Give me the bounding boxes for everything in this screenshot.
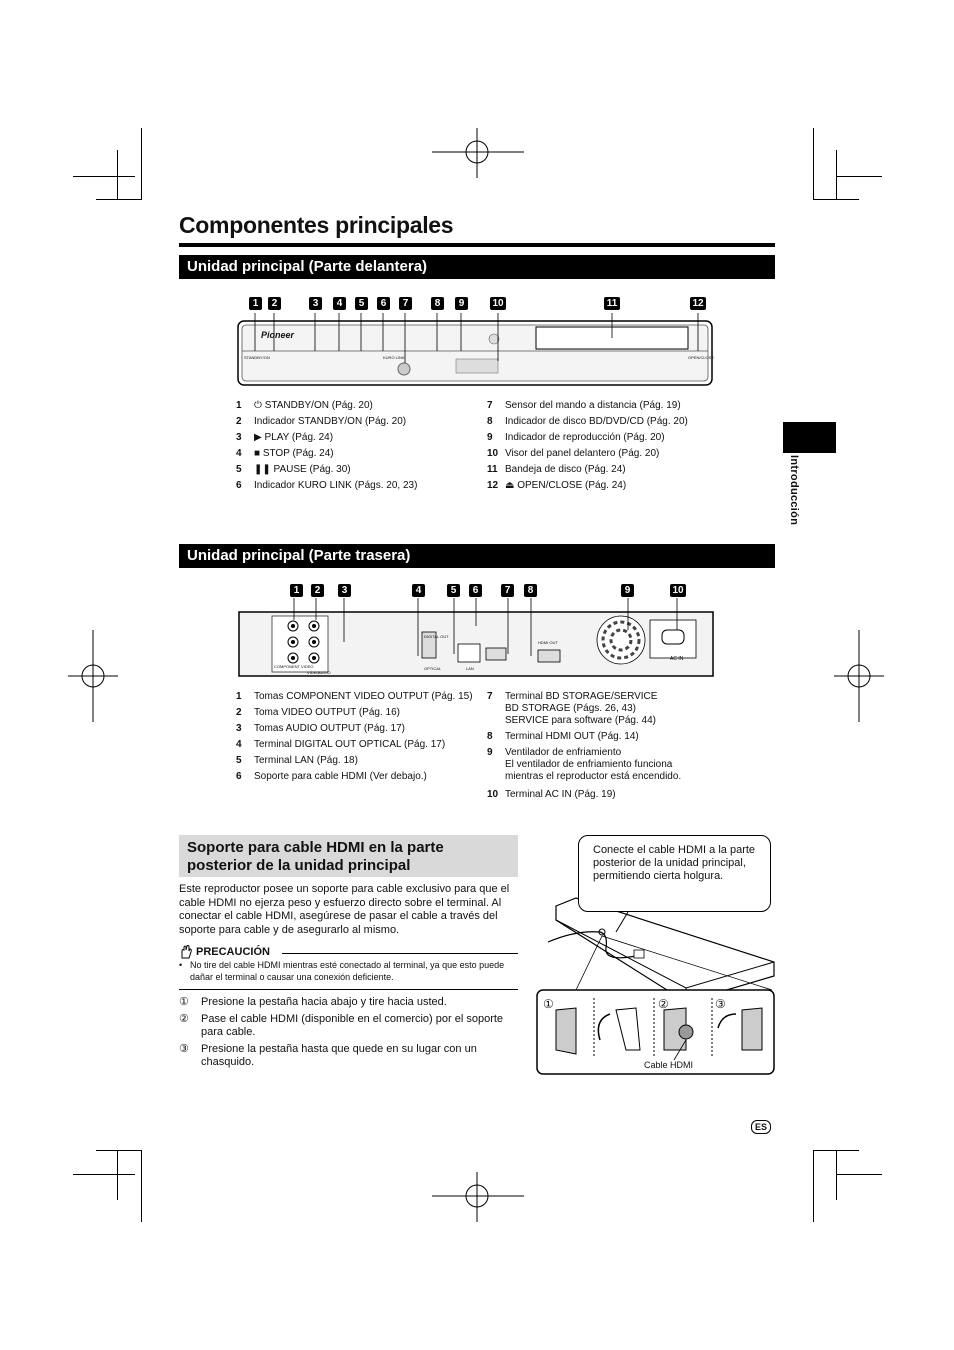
caution-text (179, 960, 519, 983)
crop-mark (141, 128, 142, 200)
caution-title: PRECAUCIÓN (196, 946, 270, 958)
badge: 1 (249, 297, 262, 310)
legend-item: 4 ■ STOP (Pág. 24) (236, 448, 334, 459)
badge: 2 (268, 297, 281, 310)
badge: 10 (490, 297, 506, 310)
audio-label: AUDIO (318, 670, 331, 675)
crop-mark (117, 1150, 118, 1200)
rear-legend-left (236, 691, 476, 787)
cable-label: Cable HDMI (644, 1060, 694, 1070)
openclose-label: OPEN/CLOSE (688, 355, 715, 360)
title-rule (179, 243, 775, 247)
badge: 12 (690, 297, 706, 310)
legend-item: 1 Tomas COMPONENT VIDEO OUTPUT (Pág. 15) (236, 691, 473, 702)
crop-mark (96, 1150, 142, 1151)
badge: 11 (604, 297, 620, 310)
legend-item: 9 Ventilador de enfriamiento El ventilador de enfriamiento funciona mientras el reproductor está encendido. (487, 747, 682, 782)
badge: 1 (290, 584, 303, 597)
step-item: ① Presione la pestaña hacia abajo y tire hacia usted. (179, 996, 447, 1008)
legend-item: 6 Indicador KURO LINK (Págs. 20, 23) (236, 480, 418, 491)
badge: 5 (447, 584, 460, 597)
crop-mark (836, 150, 837, 200)
page-title: Componentes principales (179, 212, 454, 238)
step-item: ② Pase el cable HDMI (disponible en el comercio) por el soporte para cable. (179, 1012, 504, 1038)
badge: 2 (311, 584, 324, 597)
crop-mark (117, 150, 118, 200)
legend-item: 9 Indicador de reproducción (Pág. 20) (487, 432, 665, 443)
section-tab (783, 422, 836, 453)
front-legend-right (487, 398, 727, 494)
hdmi-body: Este reproductor posee un soporte para cable exclusivo para que el cable HDMI no ejerza peso y esfuerzo directo sobre el terminal. Al conectar el cable HDMI, asegúrese de pasar el cable a través del soporte para cable y de asegurarlo al mismo. (179, 883, 510, 936)
crop-mark (813, 1150, 814, 1222)
legend-item: 5 Terminal LAN (Pág. 18) (236, 755, 358, 766)
badge: 5 (355, 297, 368, 310)
hdmi-steps (179, 996, 519, 1073)
step-mark: ② (658, 997, 669, 1011)
rear-legend-right (487, 691, 737, 805)
hdmi-callout: Conecte el cable HDMI a la parte posterior de la unidad principal, permitiendo cierta holgura. (578, 835, 771, 912)
badge: 6 (377, 297, 390, 310)
crop-mark (836, 176, 882, 177)
badge: 7 (501, 584, 514, 597)
video-label: VIDEO (307, 670, 320, 675)
badge: 3 (338, 584, 351, 597)
badge: 4 (333, 297, 346, 310)
hdmi-illustration (536, 890, 776, 1080)
badge: 9 (455, 297, 468, 310)
badge: 3 (309, 297, 322, 310)
front-legend-left (236, 398, 476, 494)
registration-mark (432, 128, 524, 178)
badge: 10 (670, 584, 686, 597)
legend-item: 3 Tomas AUDIO OUTPUT (Pág. 17) (236, 723, 405, 734)
badge: 6 (469, 584, 482, 597)
optical-label: OPTICAL (424, 666, 442, 671)
acin-label: AC IN (670, 656, 684, 662)
crop-mark (836, 1150, 837, 1200)
hdmi-heading-line: posterior de la unidad principal (187, 857, 411, 874)
legend-item: 4 Terminal DIGITAL OUT OPTICAL (Pág. 17) (236, 739, 446, 750)
crop-mark (96, 199, 142, 200)
crop-mark (73, 1174, 135, 1175)
standby-label: STANDBY/ON (244, 355, 270, 360)
registration-mark (68, 630, 118, 722)
step-item: ③ Presione la pestaña hasta que quede en su lugar con un chasquido. (179, 1042, 477, 1068)
legend-item: 5 ❚❚ PAUSE (Pág. 30) (236, 464, 351, 475)
badge: 9 (621, 584, 634, 597)
badge: 7 (399, 297, 412, 310)
rear-heading: Unidad principal (Parte trasera) (179, 544, 775, 568)
crop-mark (141, 1150, 142, 1222)
badge: 8 (524, 584, 537, 597)
legend-item: 2 Indicador STANDBY/ON (Pág. 20) (236, 416, 407, 427)
front-panel-illustration (236, 313, 716, 388)
language-badge: ES (751, 1120, 771, 1134)
legend-item: 12 ⏏ OPEN/CLOSE (Pág. 24) (487, 480, 627, 491)
registration-mark (834, 630, 884, 722)
crop-mark (73, 176, 135, 177)
brand-logo: Pioneer (261, 330, 295, 340)
legend-item: 6 Soporte para cable HDMI (Ver debajo.) (236, 771, 427, 782)
component-label: COMPONENT VIDEO (274, 664, 314, 669)
front-heading: Unidad principal (Parte delantera) (179, 255, 775, 279)
legend-item: 11 Bandeja de disco (Pág. 24) (487, 464, 626, 475)
legend-item: 7 Terminal BD STORAGE/SERVICE BD STORAGE (Págs. 26, 43) SERVICE para software (Pág. 44) (487, 691, 658, 726)
legend-item: 2 Toma VIDEO OUTPUT (Pág. 16) (236, 707, 400, 718)
crop-mark (813, 128, 814, 200)
step-mark: ① (543, 997, 554, 1011)
badge: 4 (412, 584, 425, 597)
hdmi-heading-line: Soporte para cable HDMI en la parte (187, 839, 444, 856)
digital-label: DIGITAL OUT (424, 634, 449, 639)
hdmi-heading (179, 835, 518, 877)
hdmi-label: HDMI OUT (538, 640, 558, 645)
legend-item: 8 Indicador de disco BD/DVD/CD (Pág. 20) (487, 416, 688, 427)
registration-mark (432, 1172, 524, 1222)
caution-hand-icon (179, 945, 193, 959)
legend-item: 10 Visor del panel delantero (Pág. 20) (487, 448, 660, 459)
step-mark: ③ (715, 997, 726, 1011)
badge: 8 (431, 297, 444, 310)
legend-item: 10 Terminal AC IN (Pág. 19) (487, 789, 616, 800)
crop-mark (836, 1174, 882, 1175)
legend-item: 1 ⏻ STANDBY/ON (Pág. 20) (236, 400, 373, 411)
legend-item: 7 Sensor del mando a distancia (Pág. 19) (487, 400, 681, 411)
caution-bottom-rule (179, 989, 518, 990)
legend-item: 8 Terminal HDMI OUT (Pág. 14) (487, 731, 639, 742)
section-tab-label: Introducción (788, 455, 800, 526)
lan-label: LAN (466, 666, 474, 671)
caution-rule (282, 953, 518, 954)
kuro-label: KURO LINK (383, 355, 405, 360)
caution-text-body: No tire del cable HDMI mientras esté conectado al terminal, ya que esto puede dañar el terminal o causar una conexión deficiente. (190, 960, 505, 982)
bullet: • (179, 960, 183, 970)
legend-item: 3 ▶ PLAY (Pág. 24) (236, 432, 334, 443)
